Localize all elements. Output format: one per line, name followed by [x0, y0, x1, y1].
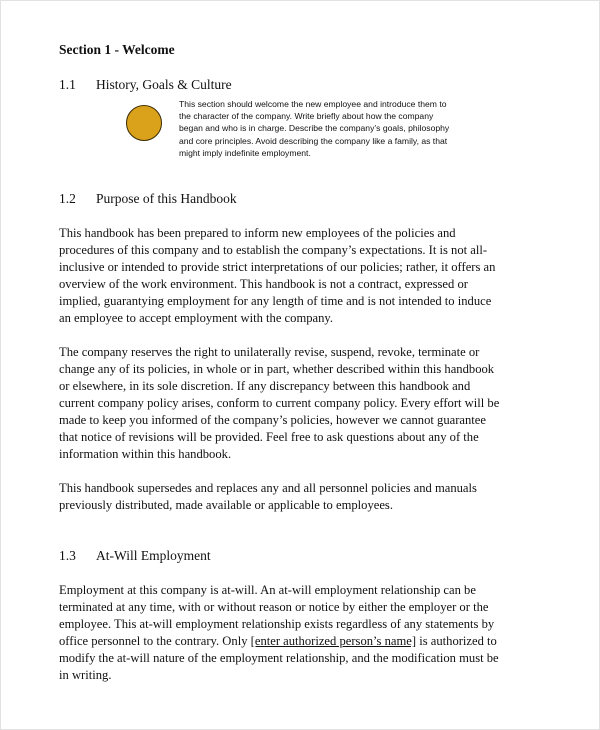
text-line: that notice of revisions will be provided. Feel free to ask questions about any of the — [59, 430, 479, 444]
text-line: implied, guarantying employment for any length of time and is not intended to induce — [59, 294, 492, 308]
heading-title: Purpose of this Handbook — [96, 191, 237, 206]
text-line: inclusive or intended to provide strict interpretations of our policies; rather, it offers an — [59, 260, 496, 274]
text-line: employee. This at-will employment relationship exists regardless of any statements by — [59, 617, 495, 631]
heading-purpose-of-handbook — [59, 190, 551, 208]
text-line: made to keep you informed of the company’s policies, however we cannot guarantee — [59, 413, 486, 427]
instruction-note — [59, 98, 551, 158]
heading-number: 1.1 — [59, 77, 76, 92]
text-line: previously distributed, made available or applicable to employees. — [59, 498, 393, 512]
heading-number: 1.3 — [59, 548, 76, 563]
text-line: The company reserves the right to unilaterally revise, suspend, revoke, terminate or — [59, 345, 480, 359]
text-line: information within this handbook. — [59, 447, 232, 461]
note-line: began and who is in charge. Describe the company’s goals, philosophy — [179, 123, 450, 134]
note-line: might imply indefinite employment. — [179, 147, 311, 158]
heading-history-goals-culture — [59, 76, 551, 94]
text-line: terminated at any time, with or without reason or notice by either the employer or the — [59, 600, 489, 614]
text-line: change any of its policies, in whole or in part, whether described within this handbook — [59, 362, 495, 376]
note-line: and core principles. Avoid describing the company like a family, as that — [179, 135, 448, 146]
text-line: an employee to accept employment with the company. — [59, 311, 334, 325]
note-line: the character of the company. Write briefly about how the company — [179, 111, 434, 122]
at-will-paragraph — [59, 582, 551, 684]
text-line: current company policy arises, conform to current company policy. Every effort will be — [59, 396, 500, 410]
text-line: Employment at this company is at-will. An at-will employment relationship can be — [59, 583, 476, 597]
text-line: This handbook supersedes and replaces any and all personnel policies and manuals — [59, 481, 477, 495]
text-line: procedures of this company and to establish the company’s expectations. It is not all- — [59, 243, 488, 257]
text-line: overview of the work environment. This handbook is not a contract, expressed or — [59, 277, 468, 291]
text-line: This handbook has been prepared to inform new employees of the policies and — [59, 226, 456, 240]
document-body — [59, 41, 551, 684]
text-line: or elsewhere, in its sole discretion. If any discrepancy between this handbook and — [59, 379, 471, 393]
heading-title: History, Goals & Culture — [96, 77, 232, 92]
text-line: modify the at-will nature of the employment relationship, and the modification must be — [59, 651, 499, 665]
text-line: in writing. — [59, 668, 112, 682]
section-title: Section 1 - Welcome — [59, 42, 175, 57]
heading-title: At-Will Employment — [96, 548, 211, 563]
text-segment: office personnel to the contrary. Only — [59, 634, 251, 648]
heading-at-will-employment — [59, 547, 551, 565]
instruction-note-text — [179, 98, 519, 159]
purpose-paragraph-3 — [59, 480, 551, 514]
note-line: This section should welcome the new employee and introduce them to — [179, 99, 447, 109]
text-segment: is authorized to — [416, 634, 497, 648]
purpose-paragraph-2 — [59, 344, 551, 463]
purpose-paragraph-1 — [59, 225, 551, 327]
authorized-person-placeholder: [enter authorized person’s name] — [250, 634, 417, 648]
text-line — [59, 633, 551, 650]
yellow-circle-icon — [126, 105, 162, 141]
heading-number: 1.2 — [59, 191, 76, 206]
